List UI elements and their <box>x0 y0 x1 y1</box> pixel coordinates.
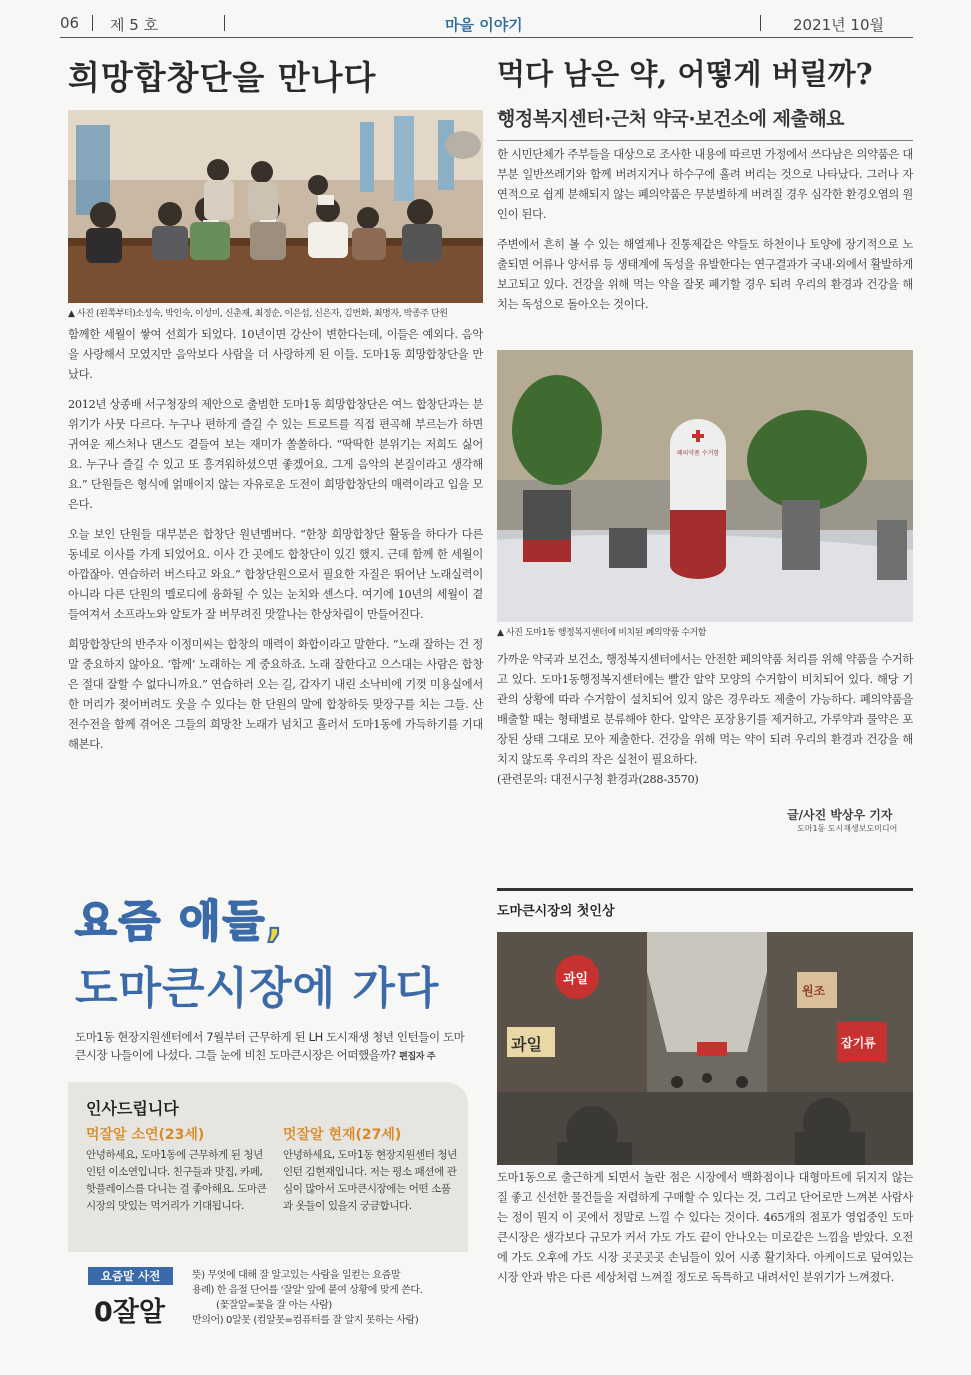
market-sign-misc: 잡기류 <box>841 1036 876 1050</box>
market-sign-fruit-2: 과일 <box>511 1035 542 1054</box>
market-paragraph: 도마1동으로 출근하게 되면서 놀란 점은 시장에서 백화점이나 대형마트에 뒤지지 않는 질 좋고 신선한 물건들을 저렴하게 구매할 수 있다는 것, 그리고 단어로만 느껴본 사람사는 정이 뭔지 이 곳에서 정말로 느낄 수 있다는 것이다. 465개의 점포가 영업중인 도마큰시장은 생각보다 규모가 커서 가도 가도 끝이 안나오는 미로같은 느낌을 받았다. 오전에 가도 오후에 가도 시장 곳곳곳곳 손님들이 있어 시종 활기차다. 아케이드로 덮여있는 시장 안과 밖은 다른 세상처럼 느껴질 정도로 독특하고 내려서인 분위기가 느껴졌다. <box>497 1171 913 1284</box>
dictionary-line: 반의어) 0알못 (컴알못=컴퓨터를 잘 알지 못하는 사람) <box>192 1315 419 1326</box>
dictionary-label: 요즘말 사전 <box>88 1267 173 1285</box>
market-photo <box>497 932 913 1165</box>
feature-intro <box>75 1028 470 1066</box>
editor-note-tag: 편집자 주 <box>399 1052 436 1062</box>
left-article-paragraph: 희망합창단의 반주자 이정미씨는 합창의 매력이 화합이라고 말한다. “노래 잘하는 건 정말 중요하지 않아요. ‘함께’ 노래하는 게 중요하죠. 노래 잘한다고 으스대는 사람은 합창은 절대 잘할 수 없다니까요.” 연습하러 오는 길, 갑자기 내린 소낙비에 기껏 미용실에서 한 머리가 젖어버려도 웃을 수 있다는 한 단원의 말에 합창하듯 맞장구를 치는 그들. 산전수전을 함께 겪어온 그들의 희망찬 노래가 넘치고 흘러서 도마1동에 가득하기를 기대해본다. <box>68 638 484 751</box>
right-article-paragraph: 가까운 약국과 보건소, 행정복지센터에서는 안전한 폐의약품 처리를 위해 약품을 수거하고 있다. 도마1동행정복지센터에는 빨간 알약 모양의 수거함이 비치되어 있다. 해당 기관의 상황에 따라 수거함이 설치되어 있지 않은 경우라도 제출이 가능하다. 폐의약품을 배출할 때는 형태별로 분류해야 한다. 알약은 포장용기를 제거하고, 가루약과 물약은 포장된 상태 그대로 모아 제출한다. 건강을 위해 먹는 약이 되려 우리의 환경과 건강을 해치지 않도록 우리의 작은 실천이 필요하다. <box>497 653 913 766</box>
right-article-subtitle: 행정복지센터·근처 약국·보건소에 제출해요 <box>497 108 845 130</box>
market-section-title: 도마큰시장의 첫인상 <box>497 904 615 919</box>
byline-affiliation: 도마1동 도시재생보도미디어 <box>797 824 898 833</box>
right-article-paragraph: 주변에서 흔히 볼 수 있는 해열제나 진통제같은 약들도 하천이나 토양에 장기적으로 노출되면 어류나 양서류 등 생태계에 독성을 유발한다는 연구결과가 국내·외에서 활발하게 보고되고 있다. 건강을 위해 먹는 약을 잘못 폐기할 경우 되려 우리의 환경과 건강을 해치는 독성으로 돌아오는 것이다. <box>497 238 913 311</box>
dictionary-word: 0잘알 <box>94 1297 165 1328</box>
market-sign-fruit: 과일 <box>563 972 589 987</box>
right-article-title: 먹다 남은 약, 어떻게 버릴까? <box>497 57 873 91</box>
headline-text: 요즘 애들, <box>75 897 285 947</box>
person1-name: 먹잘알 소연(23세) <box>86 1127 205 1143</box>
collection-box-label: 폐의약품 수거함 <box>676 450 720 457</box>
greeting-box <box>68 1082 468 1252</box>
dictionary-line: 용례) 한 음절 단어를 '잘알' 앞에 붙여 상황에 맞게 쓴다. <box>192 1285 423 1296</box>
market-sign-original: 원조 <box>802 984 826 998</box>
person2-name: 멋잘알 현재(27세) <box>283 1127 402 1143</box>
header-separator <box>92 15 93 31</box>
subtitle-rule <box>497 140 913 141</box>
left-article-paragraph: 2012년 상종배 서구청장의 제안으로 출범한 도마1동 희망합창단은 여느 합창단과는 분위기가 사뭇 다르다. 누구나 편하게 즐길 수 있는 트로트를 직접 편곡해 부르는가 하면 귀여운 제스처나 댄스도 곁들여 보는 재미가 쏠쏠하다. “딱딱한 분위기는 저희도 싫어요. 누구나 즐길 수 있고 또 흥겨워하셨으면 좋겠어요. 그게 음악의 본질이라고 생각해요.” 단원들은 형식에 얽매이지 않는 자유로운 도전이 희망합창단의 매력이라고 입을 모은다. <box>68 398 483 511</box>
right-article-paragraph: 한 시민단체가 주부들을 대상으로 조사한 내용에 따르면 가정에서 쓰다남은 의약품은 대부분 일반쓰레기와 함께 버려지거나 하수구에 흘려 버리는 것으로 나타났다. 그러나 자연적으로 쉽게 분해되지 않는 폐의약품은 무분별하게 버려질 경우 심각한 환경오염의 원인이 된다. <box>497 148 913 221</box>
medicine-photo-caption: ▲ 사진 도마1동 행정복지센터에 비치된 폐의약품 수거함 <box>497 628 707 638</box>
person1-text: 안녕하세요, 도마1동에 근무하게 된 청년인턴 이소연입니다. 친구들과 맛집, 카페, 핫플레이스를 다니는 걸 좋아해요. 도마큰시장의 맛있는 먹거리가 기대됩니다. <box>86 1149 267 1212</box>
issue-number: 제 5 호 <box>110 16 159 34</box>
choir-photo-caption: ▲ 사진 (왼쪽부터)소성숙, 박인숙, 이성미, 신춘재, 최정순, 이은섭, 신은자, 김번화, 최명자, 박종주 단원 <box>68 309 448 319</box>
left-article-body <box>68 325 483 765</box>
dictionary-definition <box>192 1268 477 1328</box>
right-article-body-bottom <box>497 650 913 790</box>
byline: 글/사진 박상우 기자 <box>787 808 893 822</box>
page-number: 06 <box>60 14 80 32</box>
inquiry-line: (관련문의: 대전시구청 환경과(288-3570) <box>497 773 699 786</box>
choir-photo <box>68 110 483 303</box>
page-header <box>60 10 913 38</box>
market-rule <box>497 888 913 891</box>
feature-headline-2: 도마큰시장에 가다 <box>75 963 440 1014</box>
market-article-body <box>497 1168 913 1298</box>
dictionary-line: 뜻) 무엇에 대해 잘 알고있는 사람을 일컫는 요즘말 <box>192 1270 401 1281</box>
person2-text: 안녕하세요, 도마1동 현장지원센터 청년인턴 김현재입니다. 저는 평소 패션에 관심이 많아서 도마큰시장에는 어떤 소품과 옷들이 있을지 궁금합니다. <box>283 1149 457 1212</box>
right-article-body-top <box>497 145 913 325</box>
dictionary-line: (꽃잘알=꽃을 잘 아는 사람) <box>216 1300 332 1311</box>
feature-intro-text: 도마1동 현장지원센터에서 7월부터 근무하게 된 LH 도시재생 청년 인턴들이 도마큰시장 나들이에 나섰다. 그들 눈에 비친 도마큰시장은 어떠했을까? <box>75 1030 465 1062</box>
greeting-title: 인사드립니다 <box>86 1099 179 1118</box>
header-separator <box>224 15 225 31</box>
left-article-paragraph: 오늘 보인 단원들 대부분은 합창단 원년멤버다. “한창 희망합창단 활동을 하다가 다른 동네로 이사를 가게 되었어요. 이사 간 곳에도 합창단이 있긴 했지. 근데 함께 한 세월이 아깝잖아. 연습하러 버스타고 와요.” 합창단원으로서 필요한 자질은 뛰어난 노래실력이 아니라 다른 단원의 멜로디에 융화될 수 있는 눈치와 센스다. 여기에 10년의 세월이 곁들여져서 소프라노와 알토가 잘 버무려진 맛깔나는 한상차림이 만들어진다. <box>68 528 483 621</box>
issue-date: 2021년 10월 <box>793 16 885 34</box>
left-article-paragraph: 함께한 세월이 쌓여 선희가 되었다. 10년이면 강산이 변한다는데, 이들은 예외다. 음악을 사랑해서 모였지만 음악보다 사람을 더 사랑하게 된 이들. 도마1동 희망합창단을 만났다. <box>68 328 483 381</box>
feature-headline-1 <box>75 888 284 949</box>
section-title: 마을 이야기 <box>445 16 523 34</box>
left-article-title: 희망합창단을 만나다 <box>68 58 377 97</box>
header-separator <box>760 15 761 31</box>
medicine-box-photo <box>497 350 913 622</box>
header-rule <box>60 37 913 38</box>
